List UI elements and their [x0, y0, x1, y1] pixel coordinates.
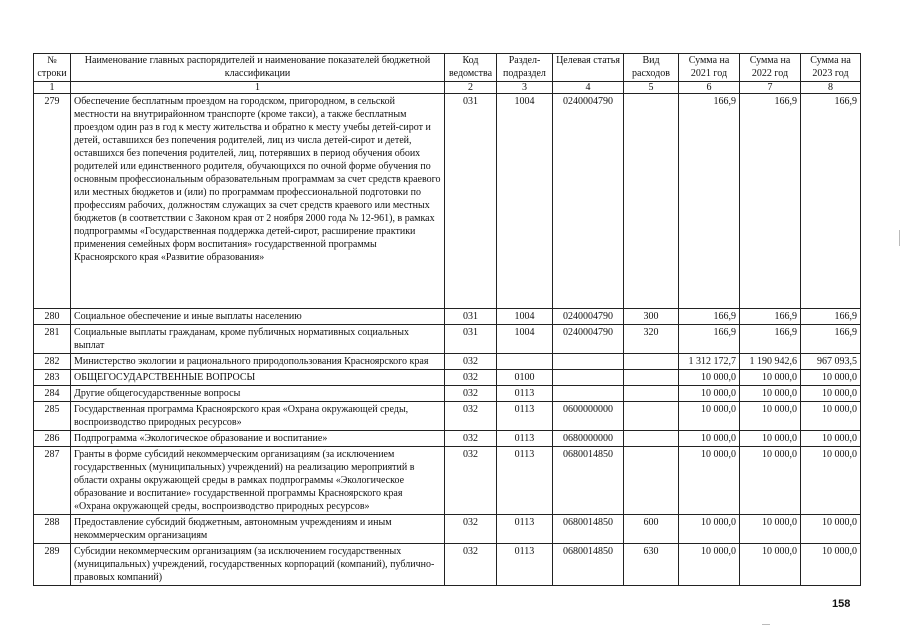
row-target-article: 0600000000 — [553, 402, 624, 431]
scan-artifact — [762, 624, 770, 625]
row-number: 279 — [34, 94, 71, 309]
row-section — [497, 354, 553, 370]
header-row-number: № строки — [34, 54, 71, 82]
row-name: Государственная программа Красноярского края «Охрана окружающей среды, воспроизводство природных ресурсов» — [71, 402, 445, 431]
row-section: 0113 — [497, 402, 553, 431]
row-target-article: 0240004790 — [553, 309, 624, 325]
row-department-code: 032 — [445, 431, 497, 447]
row-department-code: 032 — [445, 447, 497, 515]
row-sum-2021: 166,9 — [679, 94, 740, 309]
scan-artifact — [899, 230, 900, 246]
row-sum-2021: 10 000,0 — [679, 431, 740, 447]
row-sum-2023: 10 000,0 — [801, 544, 861, 586]
table-row — [34, 94, 861, 309]
header-sum-2023: Сумма на 2023 год — [801, 54, 861, 82]
row-section: 0113 — [497, 431, 553, 447]
row-name: Социальное обеспечение и иные выплаты населению — [71, 309, 445, 325]
row-sum-2021: 1 312 172,7 — [679, 354, 740, 370]
row-expense-type — [624, 94, 679, 309]
row-department-code: 032 — [445, 402, 497, 431]
row-name: Социальные выплаты гражданам, кроме публичных нормативных социальных выплат — [71, 325, 445, 354]
header-expense-type: Вид расходов — [624, 54, 679, 82]
row-section: 0100 — [497, 370, 553, 386]
row-number: 288 — [34, 515, 71, 544]
row-sum-2022: 10 000,0 — [740, 431, 801, 447]
column-number: 1 — [71, 82, 445, 94]
row-number: 284 — [34, 386, 71, 402]
column-number: 7 — [740, 82, 801, 94]
column-number: 3 — [497, 82, 553, 94]
table-row — [34, 325, 861, 354]
header-department-code: Код ведомства — [445, 54, 497, 82]
row-sum-2022: 166,9 — [740, 325, 801, 354]
page-number: 158 — [832, 598, 851, 610]
column-number: 2 — [445, 82, 497, 94]
row-department-code: 032 — [445, 370, 497, 386]
row-sum-2021: 10 000,0 — [679, 402, 740, 431]
row-sum-2022: 166,9 — [740, 309, 801, 325]
row-name: Министерство экологии и рационального природопользования Красноярского края — [71, 354, 445, 370]
row-section: 0113 — [497, 515, 553, 544]
row-section: 0113 — [497, 386, 553, 402]
row-sum-2022: 10 000,0 — [740, 386, 801, 402]
column-number: 6 — [679, 82, 740, 94]
row-number: 282 — [34, 354, 71, 370]
row-name: ОБЩЕГОСУДАРСТВЕННЫЕ ВОПРОСЫ — [71, 370, 445, 386]
row-section: 1004 — [497, 325, 553, 354]
column-number: 5 — [624, 82, 679, 94]
row-section: 0113 — [497, 447, 553, 515]
table-header-row — [34, 54, 861, 82]
row-sum-2023: 10 000,0 — [801, 431, 861, 447]
table-row — [34, 309, 861, 325]
row-sum-2021: 10 000,0 — [679, 447, 740, 515]
row-target-article — [553, 354, 624, 370]
row-expense-type: 320 — [624, 325, 679, 354]
table-row — [34, 370, 861, 386]
table-row — [34, 386, 861, 402]
table-row — [34, 515, 861, 544]
row-sum-2023: 166,9 — [801, 325, 861, 354]
row-number: 283 — [34, 370, 71, 386]
row-target-article — [553, 370, 624, 386]
budget-table — [33, 53, 861, 586]
row-sum-2022: 10 000,0 — [740, 447, 801, 515]
row-sum-2023: 10 000,0 — [801, 370, 861, 386]
row-sum-2022: 10 000,0 — [740, 515, 801, 544]
table-row — [34, 354, 861, 370]
row-expense-type: 300 — [624, 309, 679, 325]
column-number-row — [34, 82, 861, 94]
row-sum-2023: 10 000,0 — [801, 386, 861, 402]
row-section: 1004 — [497, 309, 553, 325]
row-expense-type — [624, 370, 679, 386]
row-number: 286 — [34, 431, 71, 447]
column-number: 8 — [801, 82, 861, 94]
row-sum-2021: 10 000,0 — [679, 370, 740, 386]
row-sum-2021: 10 000,0 — [679, 544, 740, 586]
row-expense-type — [624, 354, 679, 370]
row-sum-2022: 10 000,0 — [740, 544, 801, 586]
row-sum-2022: 10 000,0 — [740, 402, 801, 431]
row-department-code: 031 — [445, 325, 497, 354]
row-sum-2023: 967 093,5 — [801, 354, 861, 370]
row-sum-2022: 166,9 — [740, 94, 801, 309]
row-name: Субсидии некоммерческим организациям (за исключением государственных (муниципальных) учреждений, государственных корпораций (компаний), публично-правовых компаний) — [71, 544, 445, 586]
row-target-article: 0680014850 — [553, 515, 624, 544]
row-expense-type — [624, 402, 679, 431]
row-sum-2023: 166,9 — [801, 309, 861, 325]
row-sum-2023: 10 000,0 — [801, 515, 861, 544]
row-name: Гранты в форме субсидий некоммерческим организациям (за исключением государственных (муниципальных) учреждений) на реализацию мероприятий в области охраны окружающей среды в рамках подпрограммы «Экологическое образование и воспитание» государственной программы Красноярского края «Охрана окружающей среды, воспроизводство природных ресурсов» — [71, 447, 445, 515]
row-sum-2023: 10 000,0 — [801, 447, 861, 515]
row-expense-type — [624, 386, 679, 402]
row-expense-type: 600 — [624, 515, 679, 544]
row-department-code: 032 — [445, 544, 497, 586]
row-number: 289 — [34, 544, 71, 586]
row-sum-2021: 10 000,0 — [679, 386, 740, 402]
row-sum-2021: 166,9 — [679, 325, 740, 354]
table-row — [34, 402, 861, 431]
table-row — [34, 544, 861, 586]
row-expense-type — [624, 447, 679, 515]
column-number: 4 — [553, 82, 624, 94]
row-department-code: 032 — [445, 386, 497, 402]
row-sum-2022: 1 190 942,6 — [740, 354, 801, 370]
row-target-article — [553, 386, 624, 402]
row-number: 285 — [34, 402, 71, 431]
row-target-article: 0240004790 — [553, 325, 624, 354]
row-department-code: 032 — [445, 515, 497, 544]
header-sum-2022: Сумма на 2022 год — [740, 54, 801, 82]
row-expense-type — [624, 431, 679, 447]
row-department-code: 031 — [445, 309, 497, 325]
row-expense-type: 630 — [624, 544, 679, 586]
row-name: Обеспечение бесплатным проездом на городском, пригородном, в сельской местности на внутрирайонном транспорте (кроме такси), а также бесплатным проездом один раз в год к месту жительства и обратно к месту учебы детей-сирот и детей, оставшихся без попечения родителей, лиц из числа детей-сирот и детей, оставшихся без попечения родителей, лиц, потерявших в период обучения обоих родителей или единственного родителя, обучающихся по очной форме обучения по основным профессиональным образовательным программам за счет средств краевого или местных бюджетов и (или) по программам профессиональной подготовки по профессиям рабочих, должностям служащих за счет средств краевого или местных бюджетов (в соответствии с Законом края от 2 ноября 2000 года № 12-961), в рамках подпрограммы «Государственная поддержка детей-сирот, расширение практики применения семейных форм воспитания» государственной программы Красноярского края «Развитие образования» — [71, 94, 445, 309]
row-target-article: 0680014850 — [553, 447, 624, 515]
header-name: Наименование главных распорядителей и наименование показателей бюджетной классификации — [71, 54, 445, 82]
header-section: Раздел-подраздел — [497, 54, 553, 82]
row-name: Другие общегосударственные вопросы — [71, 386, 445, 402]
row-target-article: 0240004790 — [553, 94, 624, 309]
row-department-code: 032 — [445, 354, 497, 370]
row-target-article: 0680000000 — [553, 431, 624, 447]
row-sum-2023: 10 000,0 — [801, 402, 861, 431]
row-name: Предоставление субсидий бюджетным, автономным учреждениям и иным некоммерческим организациям — [71, 515, 445, 544]
table-row — [34, 431, 861, 447]
table-row — [34, 447, 861, 515]
row-sum-2021: 10 000,0 — [679, 515, 740, 544]
column-number: 1 — [34, 82, 71, 94]
header-target-article: Целевая статья — [553, 54, 624, 82]
row-sum-2023: 166,9 — [801, 94, 861, 309]
row-number: 287 — [34, 447, 71, 515]
row-section: 1004 — [497, 94, 553, 309]
row-sum-2021: 166,9 — [679, 309, 740, 325]
row-number: 281 — [34, 325, 71, 354]
row-target-article: 0680014850 — [553, 544, 624, 586]
row-section: 0113 — [497, 544, 553, 586]
row-sum-2022: 10 000,0 — [740, 370, 801, 386]
row-number: 280 — [34, 309, 71, 325]
row-name: Подпрограмма «Экологическое образование и воспитание» — [71, 431, 445, 447]
header-sum-2021: Сумма на 2021 год — [679, 54, 740, 82]
row-department-code: 031 — [445, 94, 497, 309]
